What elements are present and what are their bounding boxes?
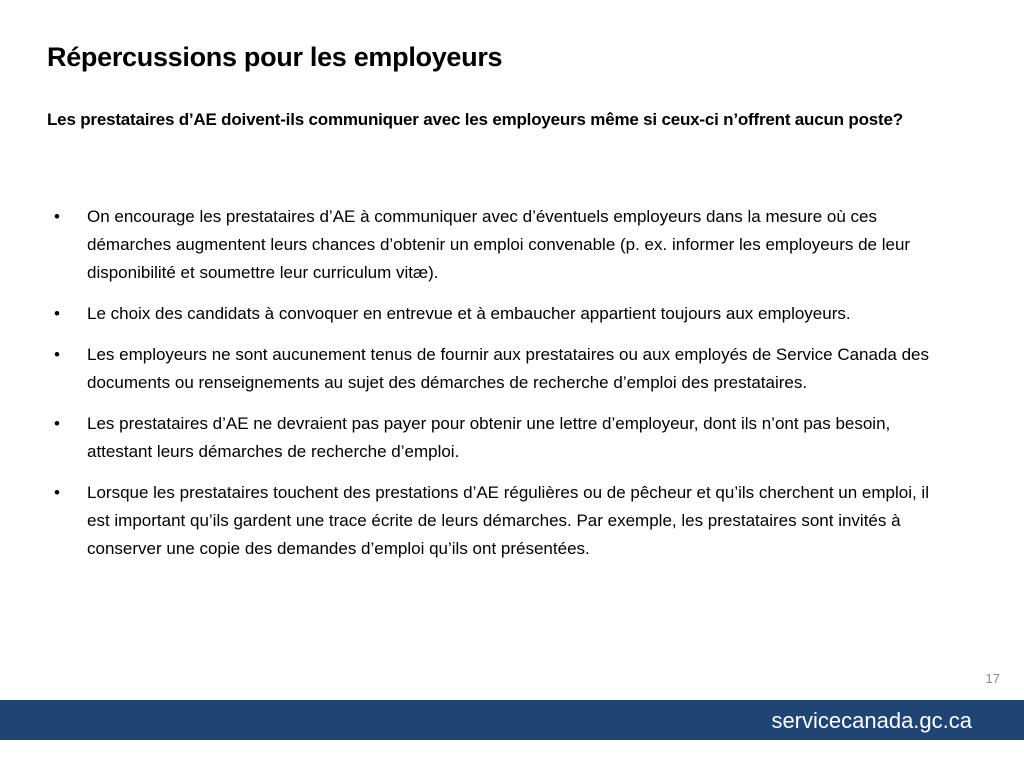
footer-url: servicecanada.gc.ca: [771, 708, 972, 733]
page-number: 17: [985, 671, 1000, 686]
bullet-item: [52, 203, 932, 287]
footer-bar: [0, 700, 1024, 740]
bullet-item: [52, 341, 932, 397]
bullet-text: On encourage les prestataires d’AE à communiquer avec d’éventuels employeurs dans la mesure où ces démarches augmentent leurs chances d’obtenir un emploi convenable (p. ex. informer les employeurs de leur disponibilité et soumettre leur curriculum vitæ).: [87, 207, 911, 282]
bullet-icon: •: [54, 304, 60, 323]
bullet-item: [52, 410, 932, 466]
bullet-icon: •: [54, 483, 60, 502]
slide-title: Répercussions pour les employeurs: [47, 42, 503, 72]
bullet-icon: •: [54, 207, 60, 226]
bullet-text: Le choix des candidats à convoquer en entrevue et à embaucher appartient toujours aux employeurs.: [87, 304, 851, 323]
bullet-item: [52, 300, 932, 328]
bullet-icon: •: [54, 345, 60, 364]
bullet-icon: •: [54, 414, 60, 433]
bullet-text: Lorsque les prestataires touchent des prestations d’AE régulières ou de pêcheur et qu’ils cherchent un emploi, il est important qu’ils gardent une trace écrite de leurs démarches. Par exemple, les prestataires sont invités à conserver une copie des demandes d’emploi qu’ils ont présentées.: [87, 483, 929, 558]
slide-subtitle: Les prestataires d’AE doivent-ils communiquer avec les employeurs même si ceux-ci n’offrent aucun poste?: [47, 110, 903, 129]
bullet-text: Les employeurs ne sont aucunement tenus de fournir aux prestataires ou aux employés de Service Canada des documents ou renseignements au sujet des démarches de recherche d’emploi des prestataires.: [87, 345, 929, 392]
bullet-list: [52, 203, 932, 576]
bullet-item: [52, 479, 932, 563]
bullet-text: Les prestataires d’AE ne devraient pas payer pour obtenir une lettre d’employeur, dont ils n’ont pas besoin, attestant leurs démarches de recherche d’emploi.: [87, 414, 891, 461]
